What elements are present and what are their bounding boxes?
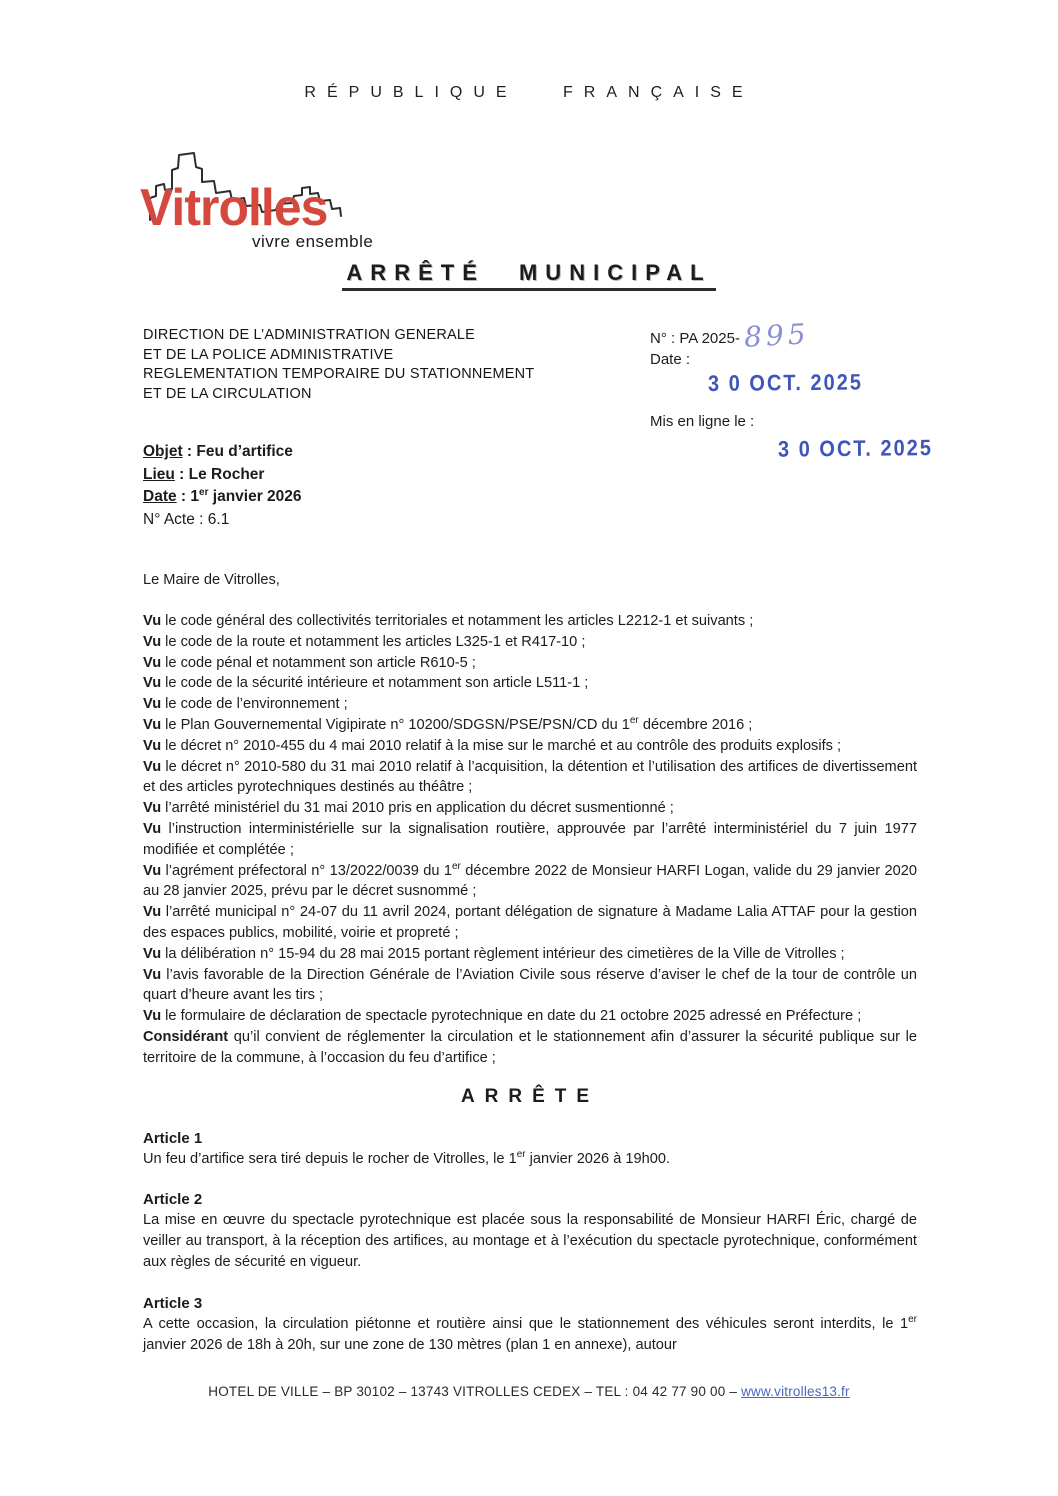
footer [0,1384,1058,1399]
subject-row: Lieu : Le Rocher [143,465,265,483]
salutation: Le Maire de Vitrolles, [143,572,280,588]
direction-line: ET DE LA CIRCULATION [143,385,312,402]
article-heading: Article 3 [143,1294,203,1312]
recital-paragraph: Vu la délibération n° 15-94 du 28 mai 2015 portant règlement intérieur des cimetières de la Ville de Vitrolles ; [143,945,845,962]
document-title: ARRÊTÉ MUNICIPAL [342,260,715,291]
recital-paragraph: Vu l’avis favorable de la Direction Générale de l’Aviation Civile sous réserve d’aviser le chef de la tour de contrôle un quart d’heure avant les tirs ; [143,966,917,1004]
article-body: A cette occasion, la circulation piétonne et routière ainsi que le stationnement des véhicules seront interdits, le 1er janvier 2026 de 18h à 20h, sur une zone de 130 mètres (plan 1 en annexe), autour [143,1313,917,1353]
numero-handwritten: 895 [743,317,811,354]
recital-paragraph: Vu le décret n° 2010-580 du 31 mai 2010 relatif à l’acquisition, la détention et l’utilisation des artifices de divertissement et des articles pyrotechniques destinés au théâtre ; [143,758,917,796]
subject-block [143,441,302,531]
recital-paragraph: Vu le code de la route et notamment les articles L325-1 et R417-10 ; [143,633,586,650]
recital-paragraph: Vu le code de l’environnement ; [143,696,348,713]
articles-list [143,1128,917,1356]
subject-row: Date : 1er janvier 2026 [143,486,302,505]
footer-link[interactable]: www.vitrolles13.fr [741,1384,850,1399]
article-heading: Article 2 [143,1191,203,1209]
meta-block [650,317,980,463]
online-stamp: 3 0 OCT. 2025 [777,436,934,463]
recitals-list [143,611,917,1069]
article [143,1128,917,1170]
subject-row: Objet : Feu d’artifice [143,443,293,460]
recital-paragraph: Vu le code de la sécurité intérieure et notamment son article L511-1 ; [143,675,589,692]
recital-paragraph: Vu l’arrêté municipal n° 24-07 du 11 avril 2024, portant délégation de signature à Madame Lalia ATTAF pour la gestion des espaces publics, mobilité, voirie et propreté ; [143,904,917,941]
recital-paragraph: Vu le code général des collectivités territoriales et notamment les articles L2212-1 et suivants ; [143,613,754,629]
article [143,1293,917,1356]
date-stamp: 3 0 OCT. 2025 [707,370,864,397]
date-label: Date : [650,351,691,368]
direction-line: DIRECTION DE L’ADMINISTRATION GENERALE [143,327,476,343]
article-heading: Article 1 [143,1129,203,1147]
recital-paragraph: Vu l’instruction interministérielle sur la signalisation routière, approuvée par l’arrêté interministériel du 7 juin 1977 modifiée et complétée ; [143,820,917,858]
logo-wordmark: Vitrolles [140,179,328,237]
direction-block [143,326,673,404]
subject-row: N° Acte : 6.1 [143,510,230,528]
logo-tagline: vivre ensemble [252,232,374,251]
recital-paragraph: Vu le formulaire de déclaration de spectacle pyrotechnique en date du 21 octobre 2025 adressé en Préfecture ; [143,1008,862,1025]
recital-paragraph: Considérant qu’il convient de réglementer la circulation et le stationnement afin d’assurer la sécurité publique sur le territoire de la commune, à l’occasion du feu d’artifice ; [143,1028,917,1066]
recital-paragraph: Vu le décret n° 2010-455 du 4 mai 2010 relatif à la mise sur le marché et au contrôle des produits explosifs ; [143,737,842,754]
article [143,1189,917,1272]
recital-paragraph: Vu l’arrêté ministériel du 31 mai 2010 pris en application du décret susmentionné ; [143,800,674,817]
numero-line [650,317,980,354]
recital-paragraph: Vu le Plan Gouvernemental Vigipirate n° 10200/SDGSN/PSE/PSN/CD du 1er décembre 2016 ; [143,715,753,733]
decree-heading: ARRÊTE [460,1085,600,1107]
recital-paragraph: Vu l’agrément préfectoral n° 13/2022/0039 du 1er décembre 2022 de Monsieur HARFI Logan, valide du 29 janvier 2020 au 28 janvier 2025, prévu par le décret susnommé ; [143,860,917,900]
numero-label: N° : PA 2025- [650,330,740,347]
direction-line: REGLEMENTATION TEMPORAIRE DU STATIONNEMENT [143,366,535,382]
recital-paragraph: Vu le code pénal et notamment son article R610-5 ; [143,654,476,671]
document-body [143,570,917,1355]
direction-line: ET DE LA POLICE ADMINISTRATIVE [143,346,394,363]
article-body: Un feu d’artifice sera tiré depuis le rocher de Vitrolles, le 1er janvier 2026 à 19h00. [143,1148,671,1167]
vitrolles-logo [140,146,410,252]
article-body: La mise en œuvre du spectacle pyrotechnique est placée sous la responsabilité de Monsieur HARFI Éric, chargé de veiller au transport, à la réception des artifices, au montage et à l’exécution du spectacle pyrotechnique, conformément aux règles de sécurité en vigueur. [143,1212,917,1270]
republique-heading: RÉPUBLIQUE FRANÇAISE [304,84,754,101]
title-row [0,260,1058,291]
footer-text: HOTEL DE VILLE – BP 30102 – 13743 VITROLLES CEDEX – TEL : 04 42 77 90 00 – [208,1384,742,1399]
online-label: Mis en ligne le : [650,413,755,430]
